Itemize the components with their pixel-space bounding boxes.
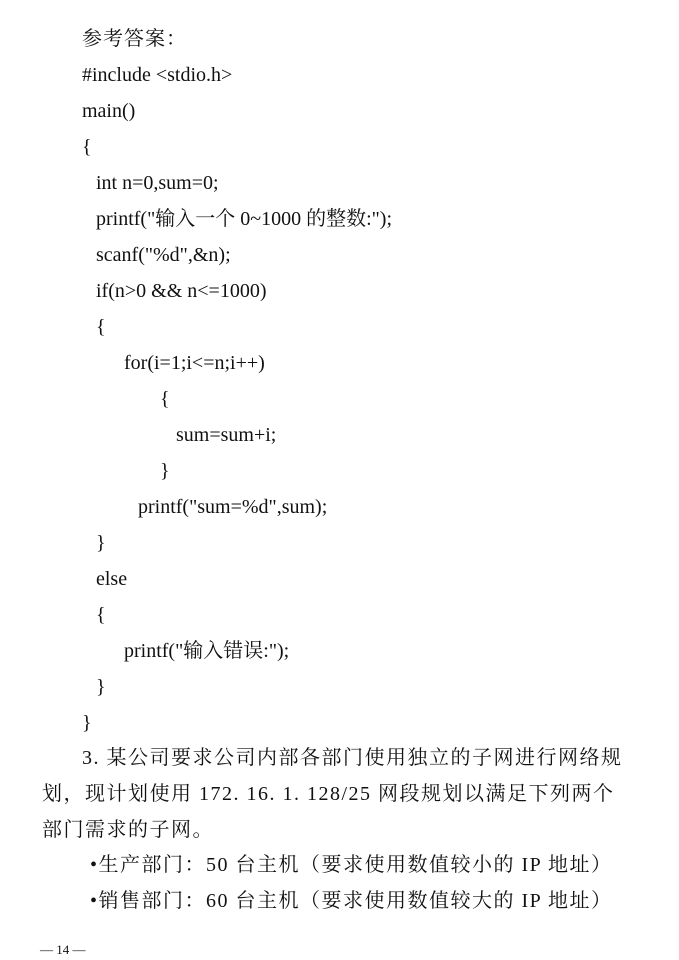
code-line: { <box>160 388 170 410</box>
code-line: { <box>96 316 106 338</box>
code-line: if(n>0 && n<=1000) <box>96 280 267 302</box>
code-line: #include <stdio.h> <box>82 64 233 86</box>
code-line: else <box>96 568 128 590</box>
bullet-item: •生产部门：50 台主机（要求使用数值较小的 IP 地址） <box>90 854 613 876</box>
code-line: printf("sum=%d",sum); <box>138 496 328 518</box>
code-line: printf("输入错误:"); <box>124 640 290 662</box>
bullet-item: •销售部门：60 台主机（要求使用数值较大的 IP 地址） <box>90 890 613 912</box>
code-line: } <box>96 676 106 698</box>
answer-heading: 参考答案： <box>82 28 187 50</box>
code-line: main() <box>82 100 136 122</box>
code-line: scanf("%d",&n); <box>96 244 231 266</box>
code-line: } <box>160 460 170 482</box>
code-line: int n=0,sum=0; <box>96 172 219 194</box>
code-line: printf("输入一个 0~1000 的整数:"); <box>96 208 393 230</box>
code-line: { <box>96 604 106 626</box>
code-line: for(i=1;i<=n;i++) <box>124 352 265 374</box>
page-number: — 14 — <box>40 942 86 957</box>
code-line: } <box>96 532 106 554</box>
code-line: sum=sum+i; <box>176 424 277 446</box>
code-line: { <box>82 136 92 158</box>
code-line: } <box>82 712 92 734</box>
question-paragraph: 3. 某公司要求公司内部各部门使用独立的子网进行网络规划，现计划使用 172. 16. 1. 128/25 网段规划以满足下列两个部门需求的子网。 <box>42 747 623 841</box>
